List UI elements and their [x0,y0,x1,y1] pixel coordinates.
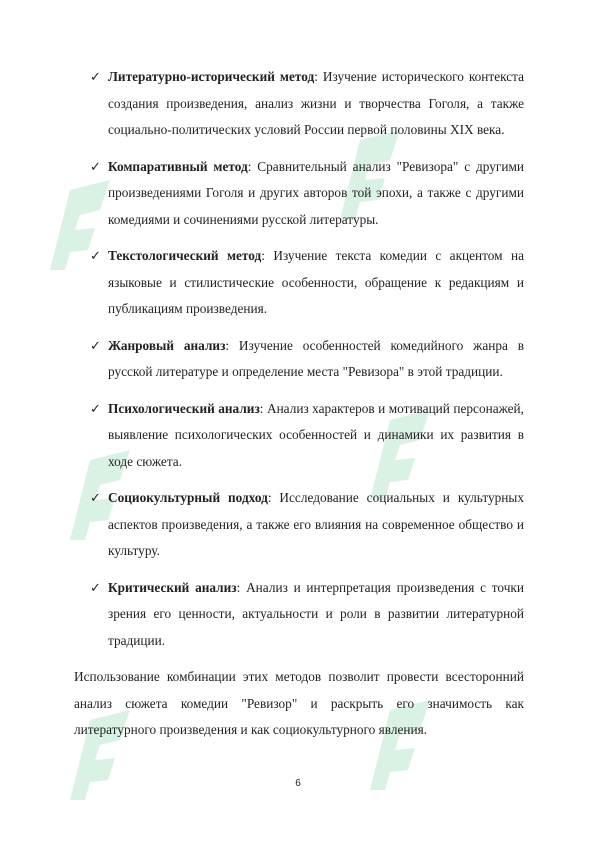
method-term: Социокультурный подход [108,490,268,505]
method-description: : Изучение особенностей комедийного жанра в русской литературе и определение места "Ревизора" в этой традиции. [108,337,524,379]
checkmark-icon: ✓ [90,490,101,505]
conclusion-paragraph: Использование комбинации этих методов позволит провести всесторонний анализ сюжета комедии "Ревизор" и раскрыть его значимость как литературного произведения и как социокультурного явления. [74,669,524,737]
page-number: 6 [295,778,301,789]
checkmark-icon: ✓ [90,248,101,263]
document-body [74,64,524,744]
methods-list [74,64,524,654]
method-term: Критический анализ [108,579,237,595]
list-item [74,575,524,655]
method-description: : Изучение текста комедии с акцентом на языковые и стилистические особенности, обращение к редакциям и публикациям произведения. [108,248,524,316]
list-item [74,333,524,386]
method-term: Психологический анализ [108,400,260,416]
method-description: : Анализ характеров и мотиваций персонажей, выявление психологических особенностей и динамики их развития в ходе сюжета. [108,400,524,469]
method-term: Литературно-исторический метод [108,69,315,84]
list-item [74,64,524,144]
list-item [74,396,524,476]
method-description: : Сравнительный анализ "Ревизора" с другими произведениями Гоголя и других авторов той эпохи, а также с другими комедиями и сочинениями русской литературы. [108,158,525,227]
list-item [74,154,524,234]
method-description: : Изучение исторического контекста создания произведения, анализ жизни и творчества Гоголя, а также социально-политических условий России первой половины XIX века. [108,69,525,137]
method-term: Текстологический метод [108,248,262,263]
checkmark-icon: ✓ [90,69,101,84]
checkmark-icon: ✓ [90,400,101,416]
list-item [74,485,524,565]
method-description: : Анализ и интерпретация произведения с точки зрения его ценности, актуальности и роли в развитии литературной традиции. [108,579,524,648]
method-description: : Исследование социальных и культурных аспектов произведения, а также его влияния на современное общество и культуру. [108,490,524,558]
list-item [74,243,524,323]
checkmark-icon: ✓ [90,337,101,353]
method-term: Жанровый анализ [108,337,226,353]
checkmark-icon: ✓ [90,158,101,174]
checkmark-icon: ✓ [90,579,101,595]
method-term: Компаративный метод [108,158,248,174]
